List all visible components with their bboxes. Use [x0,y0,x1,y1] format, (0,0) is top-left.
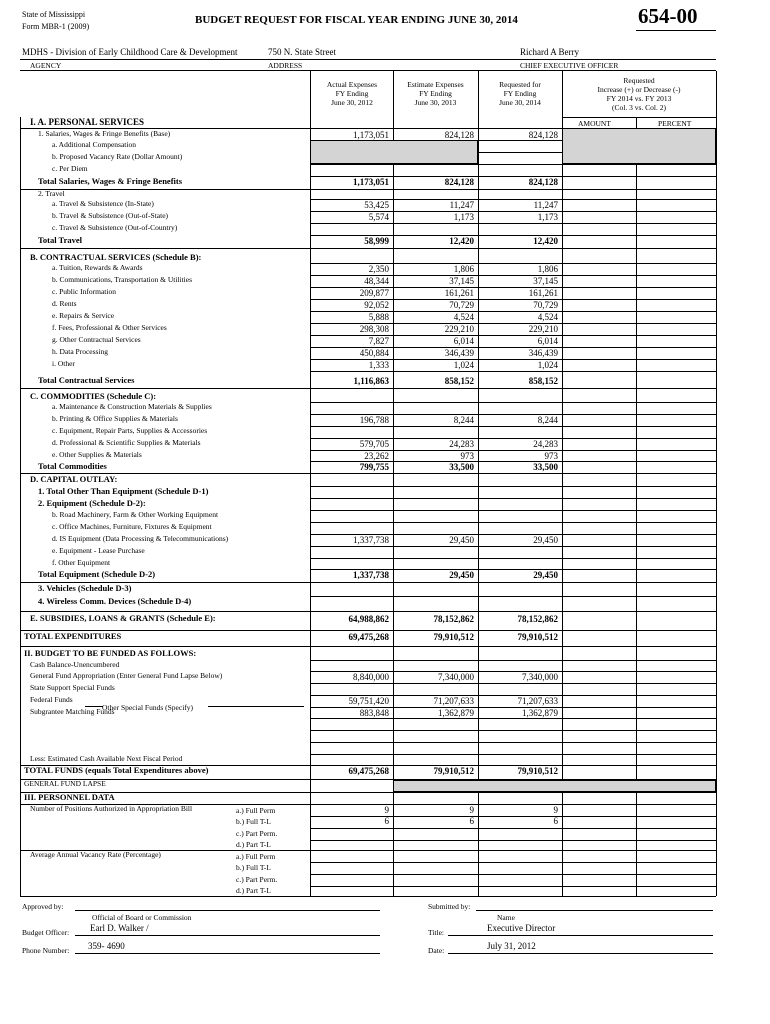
row-label: Less: Estimated Cash Available Next Fiscal Period [30,754,183,763]
row-label: i. Other [52,359,75,368]
row-label: 2. Equipment (Schedule D-2): [38,498,146,508]
row-label: Subgrantee Matching Funds [30,707,115,716]
amount-cell: 229,210 [528,324,558,334]
submitted-by-label: Submitted by: [428,902,471,911]
row-label: c. Travel & Subsistence (Out-of-Country) [52,223,178,232]
row-label: Average Annual Vacancy Rate (Percentage) [30,850,161,859]
title-label: Title: [428,928,444,937]
amount-cell: 1,337,738 [353,570,389,580]
row-label: f. Fees, Professional & Other Services [52,323,167,332]
amount-cell: 79,910,512 [517,766,558,776]
row-label: b. Travel & Subsistence (Out-of-State) [52,211,169,220]
amount-cell: 450,884 [359,348,389,358]
amount-cell: 1,806 [537,264,558,274]
amount-cell: 7,827 [368,336,389,346]
amount-cell: 78,152,862 [517,614,558,624]
budget-officer-label: Budget Officer: [22,928,70,937]
amount-cell: 12,420 [449,236,474,246]
row-label: c. Per Diem [52,164,88,173]
percent-header: PERCENT [658,119,692,128]
column-header-requested: Requested for FY Ending June 30, 2014 [499,80,541,107]
row-label: TOTAL EXPENDITURES [24,631,122,641]
address-label: ADDRESS [268,61,303,70]
row-label: B. CONTRACTUAL SERVICES (Schedule B): [30,252,202,262]
column-header-estimate: Estimate Expenses FY Ending June 30, 2013 [407,80,464,107]
amount-cell: 71,207,633 [433,696,474,706]
phone-number: 359- 4690 [88,941,125,951]
amount-cell: 824,128 [528,130,558,140]
amount-cell: 92,052 [364,300,389,310]
row-label: d. Rents [52,299,77,308]
amount-cell: 799,755 [359,462,389,472]
amount-cell: 5,574 [368,212,389,222]
column-header-actual: Actual Expenses FY Ending June 30, 2012 [326,80,378,107]
row-label: C. COMMODITIES (Schedule C): [30,391,157,401]
row-label: d. Professional & Scientific Supplies & Materials [52,438,201,447]
position-count: 6 [384,816,389,826]
amount-cell: 824,128 [444,177,474,187]
agency-address: 750 N. State Street [268,47,336,57]
amount-cell: 24,283 [449,439,474,449]
amount-cell: 29,450 [449,535,474,545]
row-label: e. Equipment - Lease Purchase [52,546,145,555]
amount-cell: 346,439 [444,348,474,358]
amount-cell: 78,152,862 [433,614,474,624]
amount-cell: 70,729 [533,300,558,310]
amount-header: AMOUNT [578,119,611,128]
amount-cell: 6,014 [453,336,474,346]
position-type-label: d.) Part T-L [236,840,271,849]
amount-cell: 70,729 [449,300,474,310]
amount-cell: 4,524 [453,312,474,322]
row-label: b. Proposed Vacancy Rate (Dollar Amount) [52,152,183,161]
amount-cell: 12,420 [533,236,558,246]
amount-cell: 69,475,268 [348,766,389,776]
row-label: TOTAL FUNDS (equals Total Expenditures above) [24,765,209,775]
row-label: g. Other Contractual Services [52,335,141,344]
amount-cell: 29,450 [533,570,558,580]
vacancy-type-label: d.) Part T-L [236,886,271,895]
date-label: Date: [428,946,445,955]
row-label: a. Tuition, Rewards & Awards [52,263,143,272]
amount-cell: 29,450 [533,535,558,545]
amount-cell: 973 [544,451,558,461]
chief-officer-label: CHIEF EXECUTIVE OFFICER [520,61,619,70]
form-number: Form MBR-1 (2009) [22,22,90,31]
agency-code: 654-00 [638,4,698,28]
position-type-label: c.) Part Perm. [236,829,278,838]
row-label: d. IS Equipment (Data Processing & Telecommunications) [52,534,229,543]
row-label: Total Commodities [38,461,107,471]
amount-cell: 346,439 [528,348,558,358]
name-label: Name [497,913,515,922]
row-label: 3. Vehicles (Schedule D-3) [38,583,132,593]
row-label: Number of Positions Authorized in Appropriation Bill [30,804,193,813]
row-label: 1. Total Other Than Equipment (Schedule D-1) [38,486,209,496]
amount-cell: 53,425 [364,200,389,210]
amount-cell: 824,128 [444,130,474,140]
amount-cell: 298,308 [359,324,389,334]
row-label: b. Communications, Transportation & Utilities [52,275,193,284]
row-label: a. Travel & Subsistence (In-State) [52,199,154,208]
amount-cell: 4,524 [537,312,558,322]
amount-cell: 11,247 [533,200,558,210]
position-count: 6 [553,816,558,826]
row-label: e. Repairs & Service [52,311,115,320]
amount-cell: 79,910,512 [517,632,558,642]
amount-cell: 71,207,633 [517,696,558,706]
position-count: 6 [469,816,474,826]
agency-label: AGENCY [30,61,62,70]
row-label: Total Equipment (Schedule D-2) [38,569,156,579]
amount-cell: 58,999 [364,236,389,246]
position-type-label: a.) Full Perm [236,806,276,815]
vacancy-type-label: b.) Full T-L [236,863,271,872]
amount-cell: 1,173 [537,212,558,222]
amount-cell: 1,173,051 [353,130,389,140]
document-title: BUDGET REQUEST FOR FISCAL YEAR ENDING JUNE 30, 2014 [195,14,518,26]
row-label: State Support Special Funds [30,683,115,692]
row-label: 4. Wireless Comm. Devices (Schedule D-4) [38,596,192,606]
chief-officer-name: Richard A Berry [520,47,579,57]
row-label: h. Data Processing [52,347,109,356]
amount-cell: 973 [460,451,474,461]
row-label: c. Office Machines, Furniture, Fixtures & Equipment [52,522,212,531]
row-label: a. Additional Compensation [52,140,136,149]
row-label: b. Printing & Office Supplies & Materials [52,414,178,423]
other-special-funds-label: Other Special Funds (Specify) [102,703,194,712]
row-label: III. PERSONNEL DATA [24,792,115,802]
amount-cell: 24,283 [533,439,558,449]
amount-cell: 1,806 [453,264,474,274]
row-label: a. Maintenance & Construction Materials & Supplies [52,402,212,411]
row-label: 1. Salaries, Wages & Fringe Benefits (Base) [38,129,171,138]
approved-by-label: Approved by: [22,902,64,911]
amount-cell: 824,128 [528,177,558,187]
amount-cell: 2,350 [368,264,389,274]
submitter-title: Executive Director [487,923,556,933]
budget-officer-name: Earl D. Walker / [90,923,149,933]
amount-cell: 33,500 [533,462,558,472]
row-label: 2. Travel [38,189,65,198]
amount-cell: 229,210 [444,324,474,334]
amount-cell: 7,340,000 [438,672,474,682]
amount-cell: 48,344 [364,276,389,286]
amount-cell: 33,500 [449,462,474,472]
amount-cell: 883,848 [359,708,389,718]
vacancy-type-label: c.) Part Perm. [236,875,278,884]
agency-name: MDHS - Division of Early Childhood Care & Development [22,47,238,57]
phone-label: Phone Number: [22,946,70,955]
vacancy-type-label: a.) Full Perm [236,852,276,861]
amount-cell: 1,333 [368,360,389,370]
amount-cell: 37,145 [533,276,558,286]
row-label: Cash Balance-Unencumbered [30,660,120,669]
amount-cell: 23,262 [364,451,389,461]
row-label: c. Equipment, Repair Parts, Supplies & Accessories [52,426,208,435]
amount-cell: 1,173,051 [353,177,389,187]
row-label: f. Other Equipment [52,558,111,567]
amount-cell: 8,244 [453,415,474,425]
amount-cell: 5,888 [368,312,389,322]
row-label: b. Road Machinery, Farm & Other Working Equipment [52,510,219,519]
row-label: D. CAPITAL OUTLAY: [30,474,118,484]
shaded-cell [310,140,478,164]
amount-cell: 7,340,000 [522,672,558,682]
amount-cell: 196,788 [359,415,389,425]
row-label: c. Public Information [52,287,116,296]
column-header-change: Requested Increase (+) or Decrease (-) FY 2014 vs. FY 2013 (Col. 3 vs. Col. 2) [597,76,681,112]
row-label: Total Contractual Services [38,375,135,385]
row-label: GENERAL FUND LAPSE [24,779,106,788]
row-label: General Fund Appropriation (Enter General Fund Lapse Below) [30,671,223,680]
amount-cell: 209,877 [359,288,389,298]
amount-cell: 79,910,512 [433,766,474,776]
amount-cell: 59,751,420 [348,696,389,706]
row-label: e. Other Supplies & Materials [52,450,142,459]
amount-cell: 1,024 [453,360,474,370]
amount-cell: 8,244 [537,415,558,425]
row-label: Total Salaries, Wages & Fringe Benefits [38,176,183,186]
row-label: II. BUDGET TO BE FUNDED AS FOLLOWS: [24,648,197,658]
amount-cell: 858,152 [528,376,558,386]
position-count: 9 [553,805,558,815]
amount-cell: 1,173 [453,212,474,222]
submission-date: July 31, 2012 [487,941,536,951]
amount-cell: 69,475,268 [348,632,389,642]
amount-cell: 6,014 [537,336,558,346]
row-label: Federal Funds [30,695,73,704]
amount-cell: 161,261 [528,288,558,298]
amount-cell: 8,840,000 [353,672,389,682]
position-count: 9 [469,805,474,815]
amount-cell: 11,247 [449,200,474,210]
amount-cell: 1,337,738 [353,535,389,545]
row-label: Total Travel [38,235,82,245]
state-name: State of Mississippi [22,10,86,19]
amount-cell: 1,024 [537,360,558,370]
amount-cell: 79,910,512 [433,632,474,642]
row-label: E. SUBSIDIES, LOANS & GRANTS (Schedule E): [30,613,216,623]
amount-cell: 37,145 [449,276,474,286]
position-count: 9 [384,805,389,815]
amount-cell: 1,362,879 [522,708,558,718]
amount-cell: 161,261 [444,288,474,298]
row-label: I. A. PERSONAL SERVICES [30,117,144,127]
amount-cell: 858,152 [444,376,474,386]
amount-cell: 1,362,879 [438,708,474,718]
amount-cell: 29,450 [449,570,474,580]
position-type-label: b.) Full T-L [236,817,271,826]
amount-cell: 1,116,863 [353,376,389,386]
amount-cell: 64,988,862 [348,614,389,624]
official-label: Official of Board or Commission [92,913,192,922]
amount-cell: 579,705 [359,439,389,449]
